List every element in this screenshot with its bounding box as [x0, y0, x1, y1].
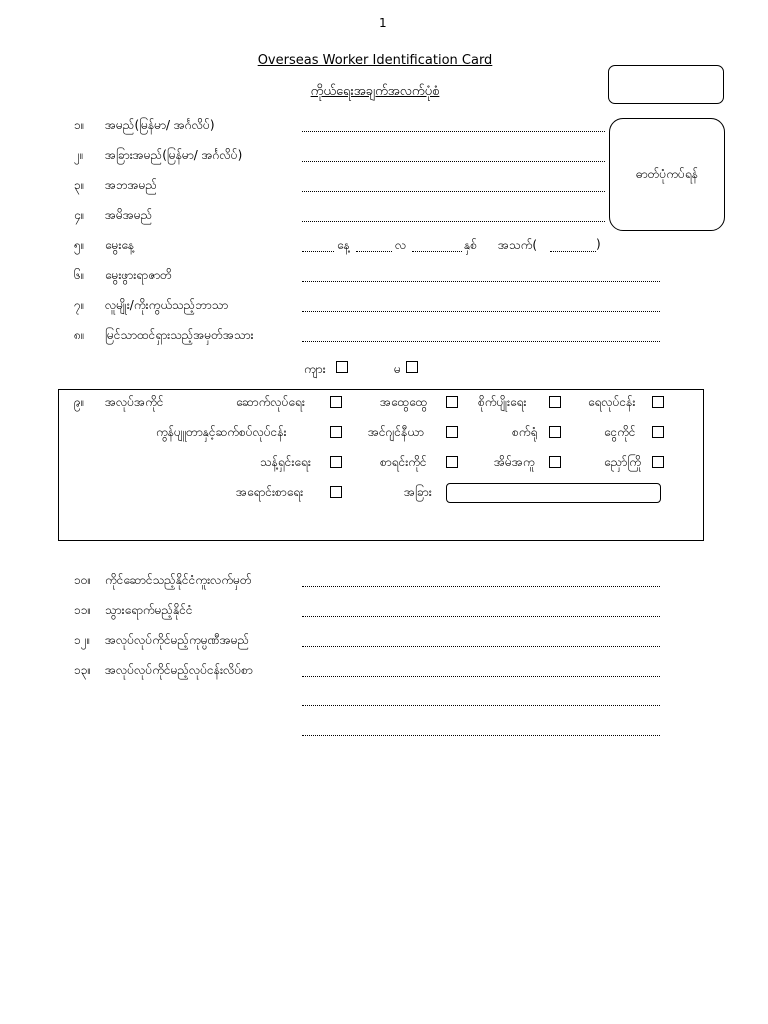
field-3-number: ၃။: [74, 178, 85, 192]
occ-general-label: အထွေထွေ: [380, 395, 428, 409]
field-13-line-2[interactable]: [302, 705, 660, 706]
field-11-line[interactable]: [302, 616, 660, 617]
occ-accountant-label: စာရင်းကိုင်: [380, 455, 427, 469]
field-1-label: အမည်(မြန်မာ/ အင်္ဂလိပ်): [105, 118, 215, 132]
field-4-line[interactable]: [302, 221, 605, 222]
occ-other-input[interactable]: [446, 483, 661, 503]
occ-engineer-checkbox[interactable]: [446, 426, 458, 438]
occ-general-checkbox[interactable]: [446, 396, 458, 408]
field-13-label: အလုပ်လုပ်ကိုင်မည့်လုပ်ငန်းလိပ်စာ: [105, 663, 253, 677]
page-number: 1: [379, 16, 387, 30]
occ-sales-checkbox[interactable]: [330, 486, 342, 498]
field-3-label: အဘအမည်: [105, 178, 158, 192]
field-2-line[interactable]: [302, 161, 605, 162]
age-label: အသက်(: [498, 238, 538, 252]
occ-fishery-label: ရေလုပ်ငန်း: [588, 395, 636, 409]
field-10-line[interactable]: [302, 586, 660, 587]
field-13-number: ၁၃။: [74, 663, 92, 677]
card-number-box[interactable]: [608, 65, 724, 104]
gender-male-checkbox[interactable]: [336, 361, 348, 373]
age-line[interactable]: [550, 251, 596, 252]
field-5-label: မွေးနေ့: [105, 238, 135, 252]
field-8-label: မြင်သာထင်ရှားသည့်အမှတ်အသား: [105, 328, 254, 342]
gender-male-label: ကျား: [304, 362, 326, 376]
occ-other-label: အခြား: [404, 485, 432, 499]
occ-fishery-checkbox[interactable]: [652, 396, 664, 408]
field-13-line-3[interactable]: [302, 735, 660, 736]
occ-factory-checkbox[interactable]: [549, 426, 561, 438]
gender-female-checkbox[interactable]: [406, 361, 418, 373]
field-9-number: ၉။: [74, 395, 85, 409]
occ-cleaning-checkbox[interactable]: [330, 456, 342, 468]
occ-computer-checkbox[interactable]: [330, 426, 342, 438]
field-4-number: ၄။: [74, 208, 85, 222]
photo-box: [609, 118, 725, 231]
field-2-label: အခြားအမည်(မြန်မာ/ အင်္ဂလိပ်): [105, 148, 243, 162]
occ-engineer-label: အင်ဂျင်နီယာ: [368, 425, 424, 439]
age-close: ): [596, 237, 601, 251]
field-12-line[interactable]: [302, 646, 660, 647]
dob-month-line[interactable]: [356, 251, 392, 252]
field-13-line[interactable]: [302, 676, 660, 677]
field-10-number: ၁၀။: [74, 573, 92, 587]
occ-domestic-checkbox[interactable]: [549, 456, 561, 468]
field-6-number: ၆။: [74, 268, 85, 282]
gender-female-label: မ: [394, 362, 401, 376]
field-2-number: ၂။: [74, 148, 84, 162]
occ-factory-label: စက်ရုံ: [512, 425, 538, 439]
dob-day-line[interactable]: [302, 251, 334, 252]
photo-box-label: ဓာတ်ပုံကပ်ရန်: [636, 166, 698, 181]
field-7-label: လူမျိုး/ကိုးကွယ်သည့်ဘာသာ: [105, 298, 229, 312]
field-11-label: သွားရောက်မည့်နိုင်ငံ: [105, 603, 193, 617]
form-subtitle: ကိုယ်ရေးအချက်အလက်ပုံစံ: [310, 84, 440, 99]
occ-construction-checkbox[interactable]: [330, 396, 342, 408]
form-title: Overseas Worker Identification Card: [257, 53, 493, 68]
occ-accountant-checkbox[interactable]: [446, 456, 458, 468]
dob-month-label: လ: [395, 238, 407, 252]
field-5-number: ၅။: [74, 238, 85, 252]
field-10-label: ကိုင်ဆောင်သည့်နိုင်ငံကူးလက်မှတ်: [105, 573, 252, 587]
field-1-number: ၁။: [74, 118, 85, 132]
field-3-line[interactable]: [302, 191, 605, 192]
dob-year-label: နှစ်: [464, 238, 477, 252]
occ-agriculture-label: စိုက်ပျိုးရေး: [478, 395, 527, 409]
occ-hospitality-label: ညှော်ကြို: [604, 455, 642, 469]
occ-cleaning-label: သန့်ရှင်းရေး: [260, 455, 311, 469]
field-7-line[interactable]: [302, 311, 660, 312]
field-8-number: ၈။: [74, 328, 85, 342]
field-12-number: ၁၂။: [74, 633, 91, 647]
field-8-line[interactable]: [302, 341, 660, 342]
occ-domestic-label: အိမ်အကူ: [494, 455, 535, 469]
field-6-line[interactable]: [302, 281, 660, 282]
field-1-line[interactable]: [302, 131, 605, 132]
field-9-label: အလုပ်အကိုင်: [105, 395, 164, 409]
dob-year-line[interactable]: [412, 251, 462, 252]
field-11-number: ၁၁။: [74, 603, 92, 617]
occ-construction-label: ဆောက်လုပ်ရေး: [236, 395, 305, 409]
occ-cashier-checkbox[interactable]: [652, 426, 664, 438]
occ-computer-label: ကွန်ပျူတာနှင့်ဆက်စပ်လုပ်ငန်း: [156, 425, 287, 439]
field-12-label: အလုပ်လုပ်ကိုင်မည့်ကုမ္ပဏီအမည်: [105, 633, 250, 647]
occ-sales-label: အရောင်းစာရေး: [236, 485, 304, 499]
field-7-number: ၇။: [74, 298, 85, 312]
occ-cashier-label: ငွေကိုင်: [604, 425, 636, 439]
occ-agriculture-checkbox[interactable]: [549, 396, 561, 408]
occ-hospitality-checkbox[interactable]: [652, 456, 664, 468]
dob-day-label: နေ့: [337, 238, 350, 252]
field-4-label: အမိအမည်: [105, 208, 153, 222]
field-6-label: မွေးဖွားရာဇာတိ: [105, 268, 172, 282]
